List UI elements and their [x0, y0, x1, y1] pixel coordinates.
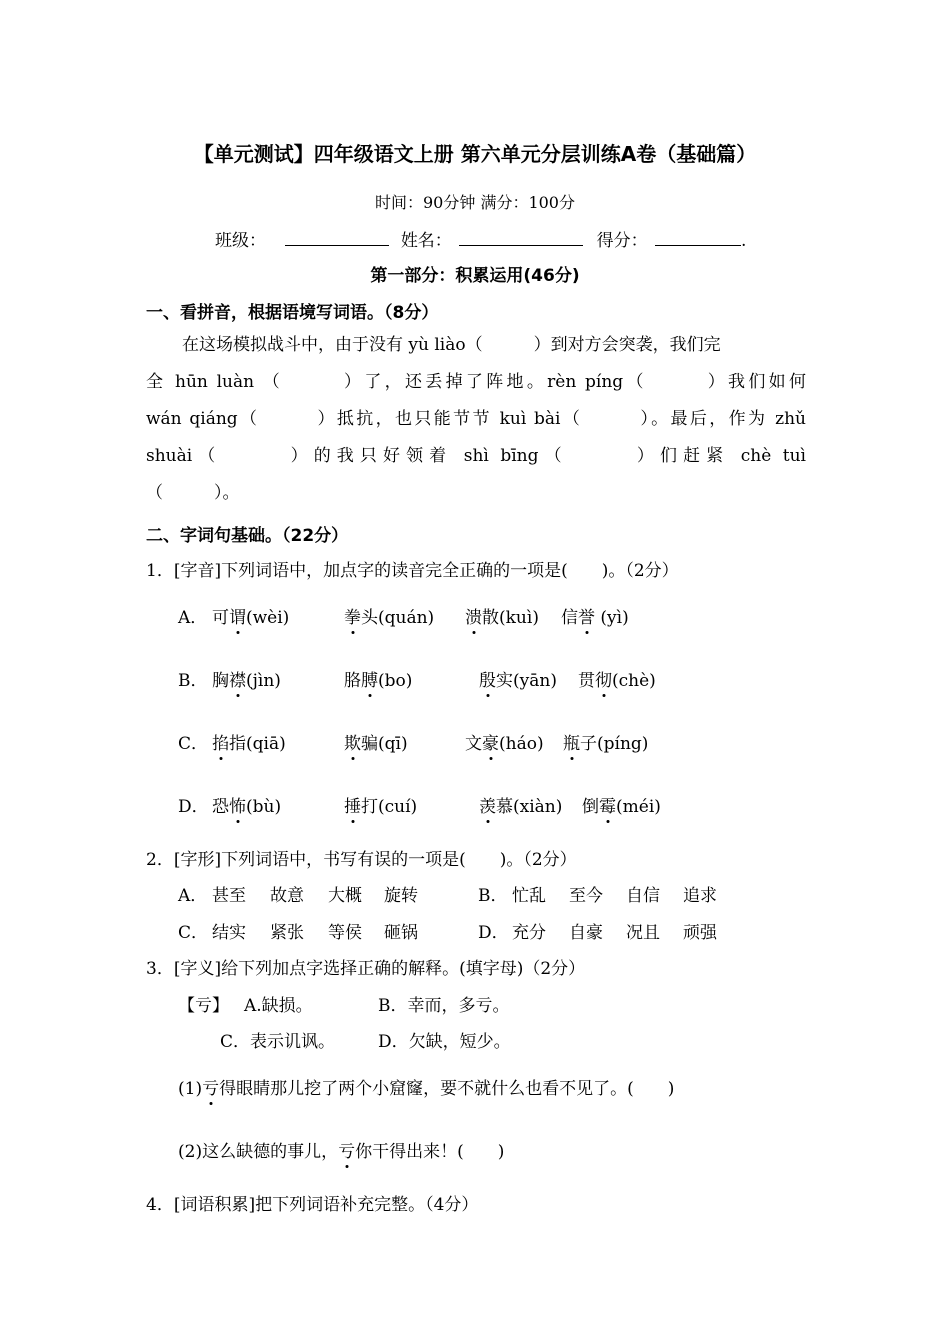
- name-label: 姓名：: [400, 231, 452, 251]
- definition: D．欠缺，短少。: [378, 1032, 511, 1052]
- option-word: 拳头(quán): [344, 603, 434, 628]
- option-label: D．: [478, 923, 509, 943]
- option-word: 信誉 (yì): [561, 603, 629, 628]
- option-label: C．: [178, 923, 209, 943]
- option-word: 自信: [626, 886, 660, 906]
- option-word: 等侯: [328, 923, 362, 943]
- passage-line: 在这场模拟战斗中，由于没有 yù liào（ ）到对方会突袭，我们完: [182, 335, 721, 355]
- option-label: B．: [178, 671, 208, 691]
- option-label: C．: [178, 734, 209, 754]
- option-word: 瓶子(píng): [563, 729, 648, 754]
- option-word: 捶打(cuí): [344, 792, 417, 817]
- option-word: 胸襟(jìn): [212, 666, 281, 691]
- option-word: 欺骗(qī): [344, 729, 408, 754]
- question-4-stem: 4．[词语积累]把下列词语补充完整。（4分）: [146, 1195, 479, 1215]
- option-word: 溃散(kuì): [465, 603, 539, 628]
- info-end: .: [741, 231, 747, 251]
- section-two-heading: 二、字词句基础。（22分）: [146, 526, 349, 546]
- definition: C．表示讥讽。: [220, 1032, 336, 1052]
- name-blank[interactable]: [459, 229, 583, 246]
- option-word: 贯彻(chè): [578, 666, 656, 691]
- section-one-heading: 一、看拼音，根据语境写词语。（8分）: [146, 303, 439, 323]
- option-word: 可谓(wèi): [212, 603, 289, 628]
- question-3-stem: 3．[字义]给下列加点字选择正确的解释。(填字母)（2分）: [146, 959, 586, 979]
- option-word: 胳膊(bo): [344, 666, 412, 691]
- option-label: A．: [178, 886, 208, 906]
- definition: A.缺损。: [244, 996, 313, 1016]
- part-one-heading: 第一部分：积累运用(46分): [370, 266, 580, 286]
- passage-line: 全 hūn luàn （ ）了，还丢掉了阵地。rèn píng（ ）我们如何: [146, 372, 806, 392]
- question-1-stem: 1．[字音]下列词语中，加点字的读音完全正确的一项是( )。（2分）: [146, 561, 679, 581]
- passage-line: shuài（ ）的我只好领着 shì bīng（ ）们赶紧 chè tuì: [146, 446, 806, 466]
- passage-line: wán qiáng（ ）抵抗，也只能节节 kuì bài（ ）。最后，作为 zhǔ: [146, 409, 806, 429]
- option-word: 故意: [270, 886, 304, 906]
- student-info-row: [215, 226, 746, 251]
- option-word: 自豪: [569, 923, 603, 943]
- target-char-label: 【亏】: [178, 996, 229, 1016]
- option-word: 忙乱: [512, 886, 546, 906]
- option-word: 砸锅: [384, 923, 418, 943]
- score-blank[interactable]: [655, 229, 741, 246]
- question-2-stem: 2．[字形]下列词语中，书写有误的一项是( )。（2分）: [146, 850, 577, 870]
- option-word: 充分: [512, 923, 546, 943]
- exam-meta: 时间：90分钟 满分：100分: [375, 193, 575, 212]
- option-word: 文豪(háo): [465, 729, 544, 754]
- option-word: 甚至: [212, 886, 246, 906]
- option-word: 结实: [212, 923, 246, 943]
- definition: B．幸而，多亏。: [378, 996, 510, 1016]
- option-word: 掐指(qiā): [212, 729, 286, 754]
- option-word: 顽强: [683, 923, 717, 943]
- option-word: 殷实(yān): [479, 666, 557, 691]
- option-word: 至今: [569, 886, 603, 906]
- option-word: 恐怖(bù): [212, 792, 281, 817]
- option-label: A．: [178, 608, 208, 628]
- section-one-passage: [146, 327, 806, 512]
- option-label: D．: [178, 797, 209, 817]
- class-label: 班级：: [215, 231, 266, 251]
- option-word: 追求: [683, 886, 717, 906]
- option-word: 倒霉(méi): [582, 792, 661, 817]
- option-word: 紧张: [270, 923, 304, 943]
- option-label: B．: [478, 886, 508, 906]
- option-word: 羡慕(xiàn): [479, 792, 562, 817]
- class-blank[interactable]: [285, 229, 389, 246]
- option-word: 旋转: [384, 886, 418, 906]
- passage-line: （ ）。: [146, 483, 240, 503]
- option-word: 大概: [328, 886, 362, 906]
- score-label: 得分：: [596, 231, 648, 251]
- option-word: 况且: [626, 923, 660, 943]
- page-title: 【单元测试】四年级语文上册 第六单元分层训练A卷（基础篇）: [193, 142, 757, 166]
